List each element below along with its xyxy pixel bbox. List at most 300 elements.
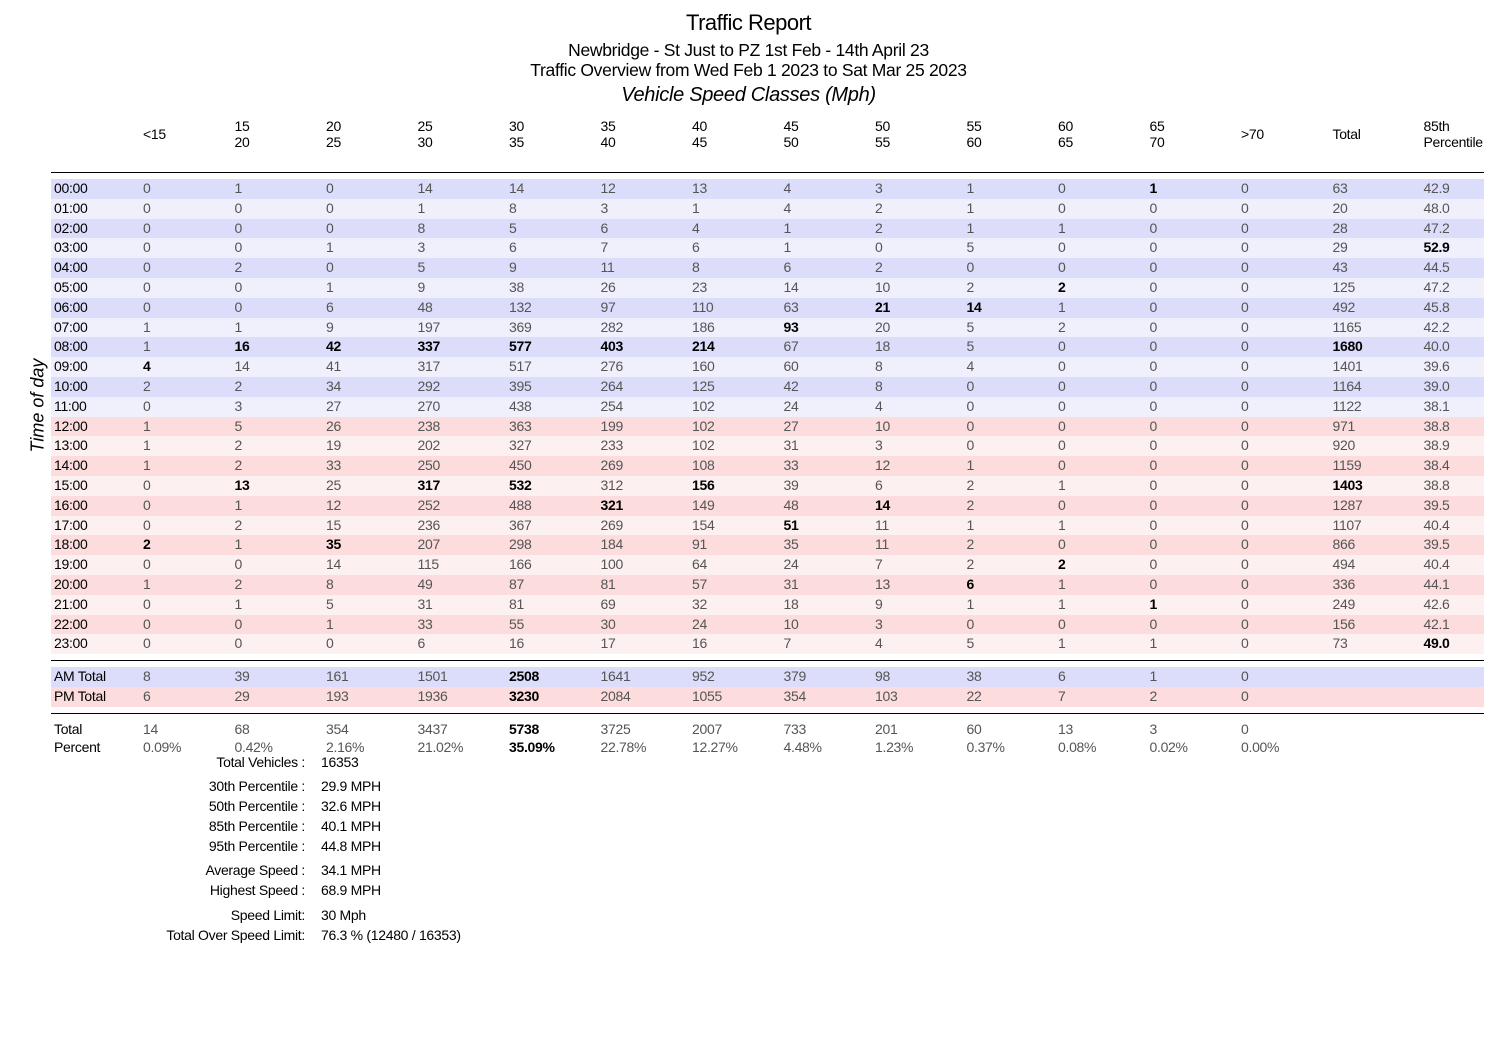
table-cell: 1: [143, 456, 235, 476]
column-header-line2: 25: [326, 134, 341, 150]
table-cell: 0: [1150, 298, 1242, 318]
table-cell: 238: [418, 417, 510, 437]
spacer-cell: [875, 654, 967, 661]
pm-total-row: [51, 687, 1484, 707]
column-header: [509, 116, 601, 173]
table-row: [51, 615, 1484, 635]
pm-total-row-cell: 193: [326, 687, 418, 707]
table-cell: 0: [1241, 179, 1333, 199]
table-cell: 403: [601, 337, 693, 357]
table-cell: 42.9: [1424, 179, 1484, 199]
percent-row-cell: 0.42%: [234, 738, 273, 755]
spacer-cell: [143, 654, 235, 661]
table-cell: 3: [235, 397, 327, 417]
percent-row-cell: 0.02%: [1149, 738, 1188, 755]
table-cell: 39.5: [1424, 496, 1484, 516]
empty-cell: [1333, 667, 1424, 687]
table-cell: 1122: [1333, 397, 1424, 417]
table-cell: 2: [143, 535, 235, 555]
percent-row-cell: 0.00%: [1241, 738, 1280, 755]
table-cell: 0: [1241, 337, 1333, 357]
table-cell: 6: [418, 634, 510, 654]
table-cell: 14: [509, 179, 601, 199]
table-cell: 920: [1333, 436, 1424, 456]
column-header: [326, 116, 418, 173]
table-cell: 0: [1150, 357, 1242, 377]
table-cell: 1: [784, 238, 876, 258]
table-cell: 42.6: [1424, 595, 1484, 615]
percent-row-cell: 0.09%: [143, 738, 182, 755]
percent-row-cell: 12.27%: [692, 738, 738, 755]
table-cell: 0: [1150, 258, 1242, 278]
am-total-row-label: AM Total: [51, 667, 143, 687]
grand-total-row-cell: 13: [1058, 720, 1073, 737]
time-label: 02:00: [51, 219, 143, 239]
grand-total-row-cell: 14: [143, 720, 158, 737]
table-cell: 202: [418, 436, 510, 456]
am-total-row-cell: 39: [235, 667, 327, 687]
table-cell: 0: [235, 199, 327, 219]
table-cell: 2: [875, 199, 967, 219]
column-header-line1: 45: [783, 118, 799, 134]
percent-row-cell: 22.78%: [600, 738, 647, 755]
table-cell: 207: [418, 535, 510, 555]
table-cell: 0: [1058, 417, 1150, 437]
grand-total-row-cell: 354: [326, 720, 349, 737]
table-cell: 1: [143, 436, 235, 456]
column-header-line2: 20: [234, 134, 250, 150]
table-cell: 1: [326, 278, 418, 298]
table-cell: 8: [326, 575, 418, 595]
percent-row-cell: 1.23%: [875, 738, 914, 755]
report-subtitle-period: Traffic Overview from Wed Feb 1 2023 to Sat Mar 25 2023: [530, 60, 967, 80]
table-cell: 1: [1150, 634, 1242, 654]
table-cell: 3: [601, 199, 693, 219]
pm-total-row-cell: 29: [235, 687, 327, 707]
table-cell: 110: [692, 298, 784, 318]
column-header-line2: 60: [966, 134, 982, 150]
time-label: 13:00: [51, 436, 143, 456]
table-cell: 149: [692, 496, 784, 516]
table-cell: 0: [143, 615, 235, 635]
table-cell: 31: [784, 436, 876, 456]
column-header-line2: 30: [417, 134, 433, 150]
table-cell: 1: [235, 595, 327, 615]
table-cell: 0: [143, 634, 235, 654]
column-header: [143, 116, 235, 173]
table-cell: 270: [418, 397, 510, 417]
table-cell: 30: [601, 615, 693, 635]
column-header-line1: <15: [143, 126, 166, 142]
table-cell: 6: [692, 238, 784, 258]
column-header: [692, 116, 784, 173]
column-header: [1058, 116, 1150, 173]
table-cell: 97: [601, 298, 693, 318]
table-row: [51, 199, 1484, 219]
table-cell: 0: [1150, 337, 1242, 357]
stat-label: Average Speed :: [205, 862, 305, 878]
table-cell: 3: [875, 179, 967, 199]
time-label: 14:00: [51, 456, 143, 476]
am-total-row-cell: 379: [784, 667, 876, 687]
stat-label: Speed Limit:: [230, 907, 305, 923]
table-cell: 31: [784, 575, 876, 595]
table-cell: 38: [509, 278, 601, 298]
table-cell: 115: [418, 555, 510, 575]
spacer-cell: [875, 707, 967, 714]
table-cell: 51: [784, 516, 876, 536]
table-cell: 156: [1333, 615, 1424, 635]
table-cell: 1: [1058, 476, 1150, 496]
pm-total-row-cell: 0: [1241, 687, 1333, 707]
table-cell: 18: [875, 337, 967, 357]
percent-row-cell: 0.37%: [966, 738, 1005, 755]
table-cell: 5: [967, 634, 1059, 654]
spacer-cell: [509, 654, 601, 661]
table-cell: 45.8: [1424, 298, 1484, 318]
table-cell: 0: [143, 278, 235, 298]
table-cell: 2: [235, 516, 327, 536]
spacer-cell: [143, 707, 235, 714]
table-row: [51, 456, 1484, 476]
table-cell: 450: [509, 456, 601, 476]
table-cell: 19: [326, 436, 418, 456]
table-cell: 532: [509, 476, 601, 496]
stat-label: 30th Percentile :: [208, 778, 305, 794]
table-cell: 44.1: [1424, 575, 1484, 595]
table-cell: 5: [967, 238, 1059, 258]
column-header-line1: 85th: [1423, 118, 1450, 134]
table-cell: 252: [418, 496, 510, 516]
table-cell: 6: [326, 298, 418, 318]
am-total-row-cell: 952: [692, 667, 784, 687]
table-cell: 312: [601, 476, 693, 496]
table-cell: 8: [692, 258, 784, 278]
table-row: [51, 436, 1484, 456]
stat-label: Highest Speed :: [209, 882, 305, 898]
table-cell: 9: [509, 258, 601, 278]
grand-total-row-cell: 2007: [692, 720, 722, 737]
time-label: 15:00: [51, 476, 143, 496]
table-cell: 0: [1150, 476, 1242, 496]
table-cell: 0: [1241, 278, 1333, 298]
time-of-day-axis-label: Time of day: [27, 358, 48, 453]
spacer-cell: [1150, 707, 1242, 714]
table-cell: 0: [1241, 555, 1333, 575]
table-cell: 39: [784, 476, 876, 496]
column-header: [967, 116, 1059, 173]
am-total-row-cell: 8: [143, 667, 235, 687]
am-total-row-cell: 0: [1241, 667, 1333, 687]
am-total-row-cell: 38: [967, 667, 1059, 687]
table-cell: 60: [784, 357, 876, 377]
table-cell: 47.2: [1424, 278, 1484, 298]
table-cell: 438: [509, 397, 601, 417]
spacer-cell: [601, 707, 693, 714]
table-cell: 4: [143, 357, 235, 377]
table-cell: 3: [418, 238, 510, 258]
table-cell: 0: [1241, 318, 1333, 338]
table-cell: 63: [1333, 179, 1424, 199]
table-cell: 249: [1333, 595, 1424, 615]
table-cell: 0: [235, 219, 327, 239]
table-cell: 0: [1150, 456, 1242, 476]
table-cell: 2: [1058, 555, 1150, 575]
table-cell: 1164: [1333, 377, 1424, 397]
table-cell: 16: [692, 634, 784, 654]
table-cell: 2: [875, 219, 967, 239]
table-cell: 32: [692, 595, 784, 615]
spacer-cell: [784, 654, 876, 661]
table-cell: 17: [601, 634, 693, 654]
table-cell: 7: [784, 634, 876, 654]
table-cell: 0: [143, 397, 235, 417]
table-cell: 33: [326, 456, 418, 476]
table-cell: 1: [235, 179, 327, 199]
table-cell: 0: [967, 436, 1059, 456]
grand-total-row: [51, 720, 1484, 738]
table-cell: 1: [418, 199, 510, 219]
table-cell: 0: [1150, 555, 1242, 575]
table-cell: 0: [967, 258, 1059, 278]
table-cell: 0: [1241, 258, 1333, 278]
table-cell: 10: [875, 417, 967, 437]
time-label: 21:00: [51, 595, 143, 615]
table-cell: 1: [967, 199, 1059, 219]
table-cell: 367: [509, 516, 601, 536]
percent-row-cell: 21.02%: [417, 738, 464, 755]
spacer-cell: [235, 707, 327, 714]
grand-total-row-cell: 3437: [417, 720, 448, 737]
table-cell: 1159: [1333, 456, 1424, 476]
table-cell: 264: [601, 377, 693, 397]
table-cell: 64: [692, 555, 784, 575]
spacer-cell: [326, 707, 418, 714]
table-row: [51, 575, 1484, 595]
table-cell: 0: [1150, 199, 1242, 219]
spacer-cell: [1424, 707, 1484, 714]
table-row: [51, 397, 1484, 417]
table-cell: 0: [1241, 436, 1333, 456]
table-cell: 0: [1058, 456, 1150, 476]
table-cell: 0: [1241, 238, 1333, 258]
table-cell: 16: [235, 337, 327, 357]
table-cell: 14: [418, 179, 510, 199]
column-header-line2: 40: [600, 134, 616, 150]
table-cell: 0: [1241, 377, 1333, 397]
grand-total-row-cell: 0: [1241, 720, 1249, 737]
grand-total-row-label: Total: [54, 720, 83, 737]
table-cell: 282: [601, 318, 693, 338]
am-total-row-cell: 161: [326, 667, 418, 687]
time-label: 19:00: [51, 555, 143, 575]
time-label: 00:00: [51, 179, 143, 199]
stat-value: 76.3 % (12480 / 16353): [321, 927, 461, 943]
table-cell: 11: [875, 535, 967, 555]
grand-total-row-cell: 3: [1149, 720, 1157, 737]
table-cell: 0: [1058, 337, 1150, 357]
table-cell: 1403: [1333, 476, 1424, 496]
header-row: [51, 116, 1484, 173]
table-cell: 1: [967, 516, 1059, 536]
time-label: 03:00: [51, 238, 143, 258]
table-cell: 5: [235, 417, 327, 437]
pm-total-row-cell: 2: [1150, 687, 1242, 707]
table-cell: 23: [692, 278, 784, 298]
percent-row-label: Percent: [54, 738, 101, 755]
spacer-row: [51, 707, 1484, 714]
table-cell: 48: [784, 496, 876, 516]
table-cell: 14: [326, 555, 418, 575]
table-cell: 1: [235, 535, 327, 555]
table-cell: 0: [1150, 436, 1242, 456]
table-cell: 20: [1333, 199, 1424, 219]
stat-value: 30 Mph: [321, 907, 366, 923]
table-cell: 100: [601, 555, 693, 575]
empty-cell: [1333, 720, 1424, 738]
table-cell: 0: [1241, 456, 1333, 476]
table-cell: 1: [692, 199, 784, 219]
column-header-line1: 55: [966, 118, 982, 134]
time-label: 06:00: [51, 298, 143, 318]
table-cell: 2: [235, 436, 327, 456]
table-cell: 0: [1150, 219, 1242, 239]
stat-value: 29.9 MPH: [321, 778, 381, 794]
spacer-cell: [509, 707, 601, 714]
report-title: Traffic Report: [685, 10, 812, 35]
column-header: [784, 116, 876, 173]
table-row: [51, 219, 1484, 239]
stat-label: Total Over Speed Limit:: [166, 927, 305, 943]
table-cell: 0: [235, 238, 327, 258]
column-header-line1: >70: [1241, 126, 1264, 142]
table-cell: 0: [235, 278, 327, 298]
table-cell: 1: [1058, 634, 1150, 654]
table-cell: 0: [143, 496, 235, 516]
spacer-cell: [326, 654, 418, 661]
table-cell: 48: [418, 298, 510, 318]
table-cell: 0: [143, 219, 235, 239]
table-cell: 4: [875, 397, 967, 417]
table-cell: 0: [1058, 258, 1150, 278]
table-cell: 27: [784, 417, 876, 437]
table-cell: 43: [1333, 258, 1424, 278]
table-cell: 1: [1058, 595, 1150, 615]
table-cell: 5: [326, 595, 418, 615]
column-header-line2: 65: [1058, 134, 1073, 150]
column-header: [1333, 116, 1424, 173]
grand-total-row-cell: 68: [234, 720, 250, 737]
time-label: 16:00: [51, 496, 143, 516]
table-cell: 42: [326, 337, 418, 357]
column-header-line1: 20: [326, 118, 341, 134]
am-total-row-cell: 98: [875, 667, 967, 687]
empty-cell: [1424, 720, 1484, 738]
column-header: [235, 116, 327, 173]
table-cell: 269: [601, 516, 693, 536]
table-cell: 2: [967, 476, 1059, 496]
table-cell: 40.4: [1424, 516, 1484, 536]
table-cell: 49: [418, 575, 510, 595]
speed-class-table: [51, 116, 1484, 756]
table-cell: 57: [692, 575, 784, 595]
table-cell: 2: [875, 258, 967, 278]
table-row: [51, 634, 1484, 654]
table-row: [51, 238, 1484, 258]
table-cell: 29: [1333, 238, 1424, 258]
table-cell: 31: [418, 595, 510, 615]
table-cell: 0: [1150, 615, 1242, 635]
table-cell: 10: [784, 615, 876, 635]
column-header-line2: 50: [783, 134, 799, 150]
table-cell: 38.4: [1424, 456, 1484, 476]
percent-row-cell: 0.08%: [1058, 738, 1097, 755]
time-label: 11:00: [51, 397, 143, 417]
time-label: 18:00: [51, 535, 143, 555]
table-cell: 5: [967, 337, 1059, 357]
report-subtitle-location: Newbridge - St Just to PZ 1st Feb - 14th April 23: [568, 40, 929, 60]
table-cell: 125: [692, 377, 784, 397]
table-cell: 4: [784, 179, 876, 199]
header-corner: [51, 116, 143, 173]
time-label: 23:00: [51, 634, 143, 654]
grand-total-row-cell: 60: [966, 720, 982, 737]
table-cell: 12: [601, 179, 693, 199]
table-cell: 6: [967, 575, 1059, 595]
table-cell: 2: [235, 377, 327, 397]
table-cell: 2: [1058, 318, 1150, 338]
table-cell: 0: [1150, 278, 1242, 298]
table-cell: 2: [967, 278, 1059, 298]
table-cell: 0: [1241, 417, 1333, 437]
table-cell: 24: [784, 397, 876, 417]
table-cell: 1: [143, 417, 235, 437]
table-cell: 12: [875, 456, 967, 476]
table-cell: 67: [784, 337, 876, 357]
spacer-cell: [1241, 707, 1333, 714]
spacer-cell: [1058, 654, 1150, 661]
stat-value: 16353: [321, 754, 359, 770]
table-cell: 1: [967, 179, 1059, 199]
table-cell: 0: [326, 179, 418, 199]
table-cell: 8: [875, 377, 967, 397]
table-cell: 1: [967, 456, 1059, 476]
table-cell: 40.4: [1424, 555, 1484, 575]
table-cell: 0: [1058, 199, 1150, 219]
table-row: [51, 595, 1484, 615]
table-cell: 254: [601, 397, 693, 417]
table-cell: 52.9: [1424, 238, 1484, 258]
spacer-cell: [601, 654, 693, 661]
table-cell: 132: [509, 298, 601, 318]
table-cell: 1: [1058, 298, 1150, 318]
table-cell: 6: [784, 258, 876, 278]
pm-total-row-cell: 354: [784, 687, 876, 707]
column-header-line1: 35: [600, 118, 616, 134]
table-cell: 39.5: [1424, 535, 1484, 555]
empty-cell: [1424, 687, 1484, 707]
table-row: [51, 476, 1484, 496]
am-total-row-cell: 1501: [418, 667, 510, 687]
table-cell: 0: [1241, 219, 1333, 239]
table-cell: 492: [1333, 298, 1424, 318]
column-header-line1: Total: [1332, 126, 1361, 142]
table-cell: 199: [601, 417, 693, 437]
table-cell: 0: [1058, 238, 1150, 258]
time-label: 22:00: [51, 615, 143, 635]
stat-value: 34.1 MPH: [321, 862, 381, 878]
spacer-cell: [235, 654, 327, 661]
